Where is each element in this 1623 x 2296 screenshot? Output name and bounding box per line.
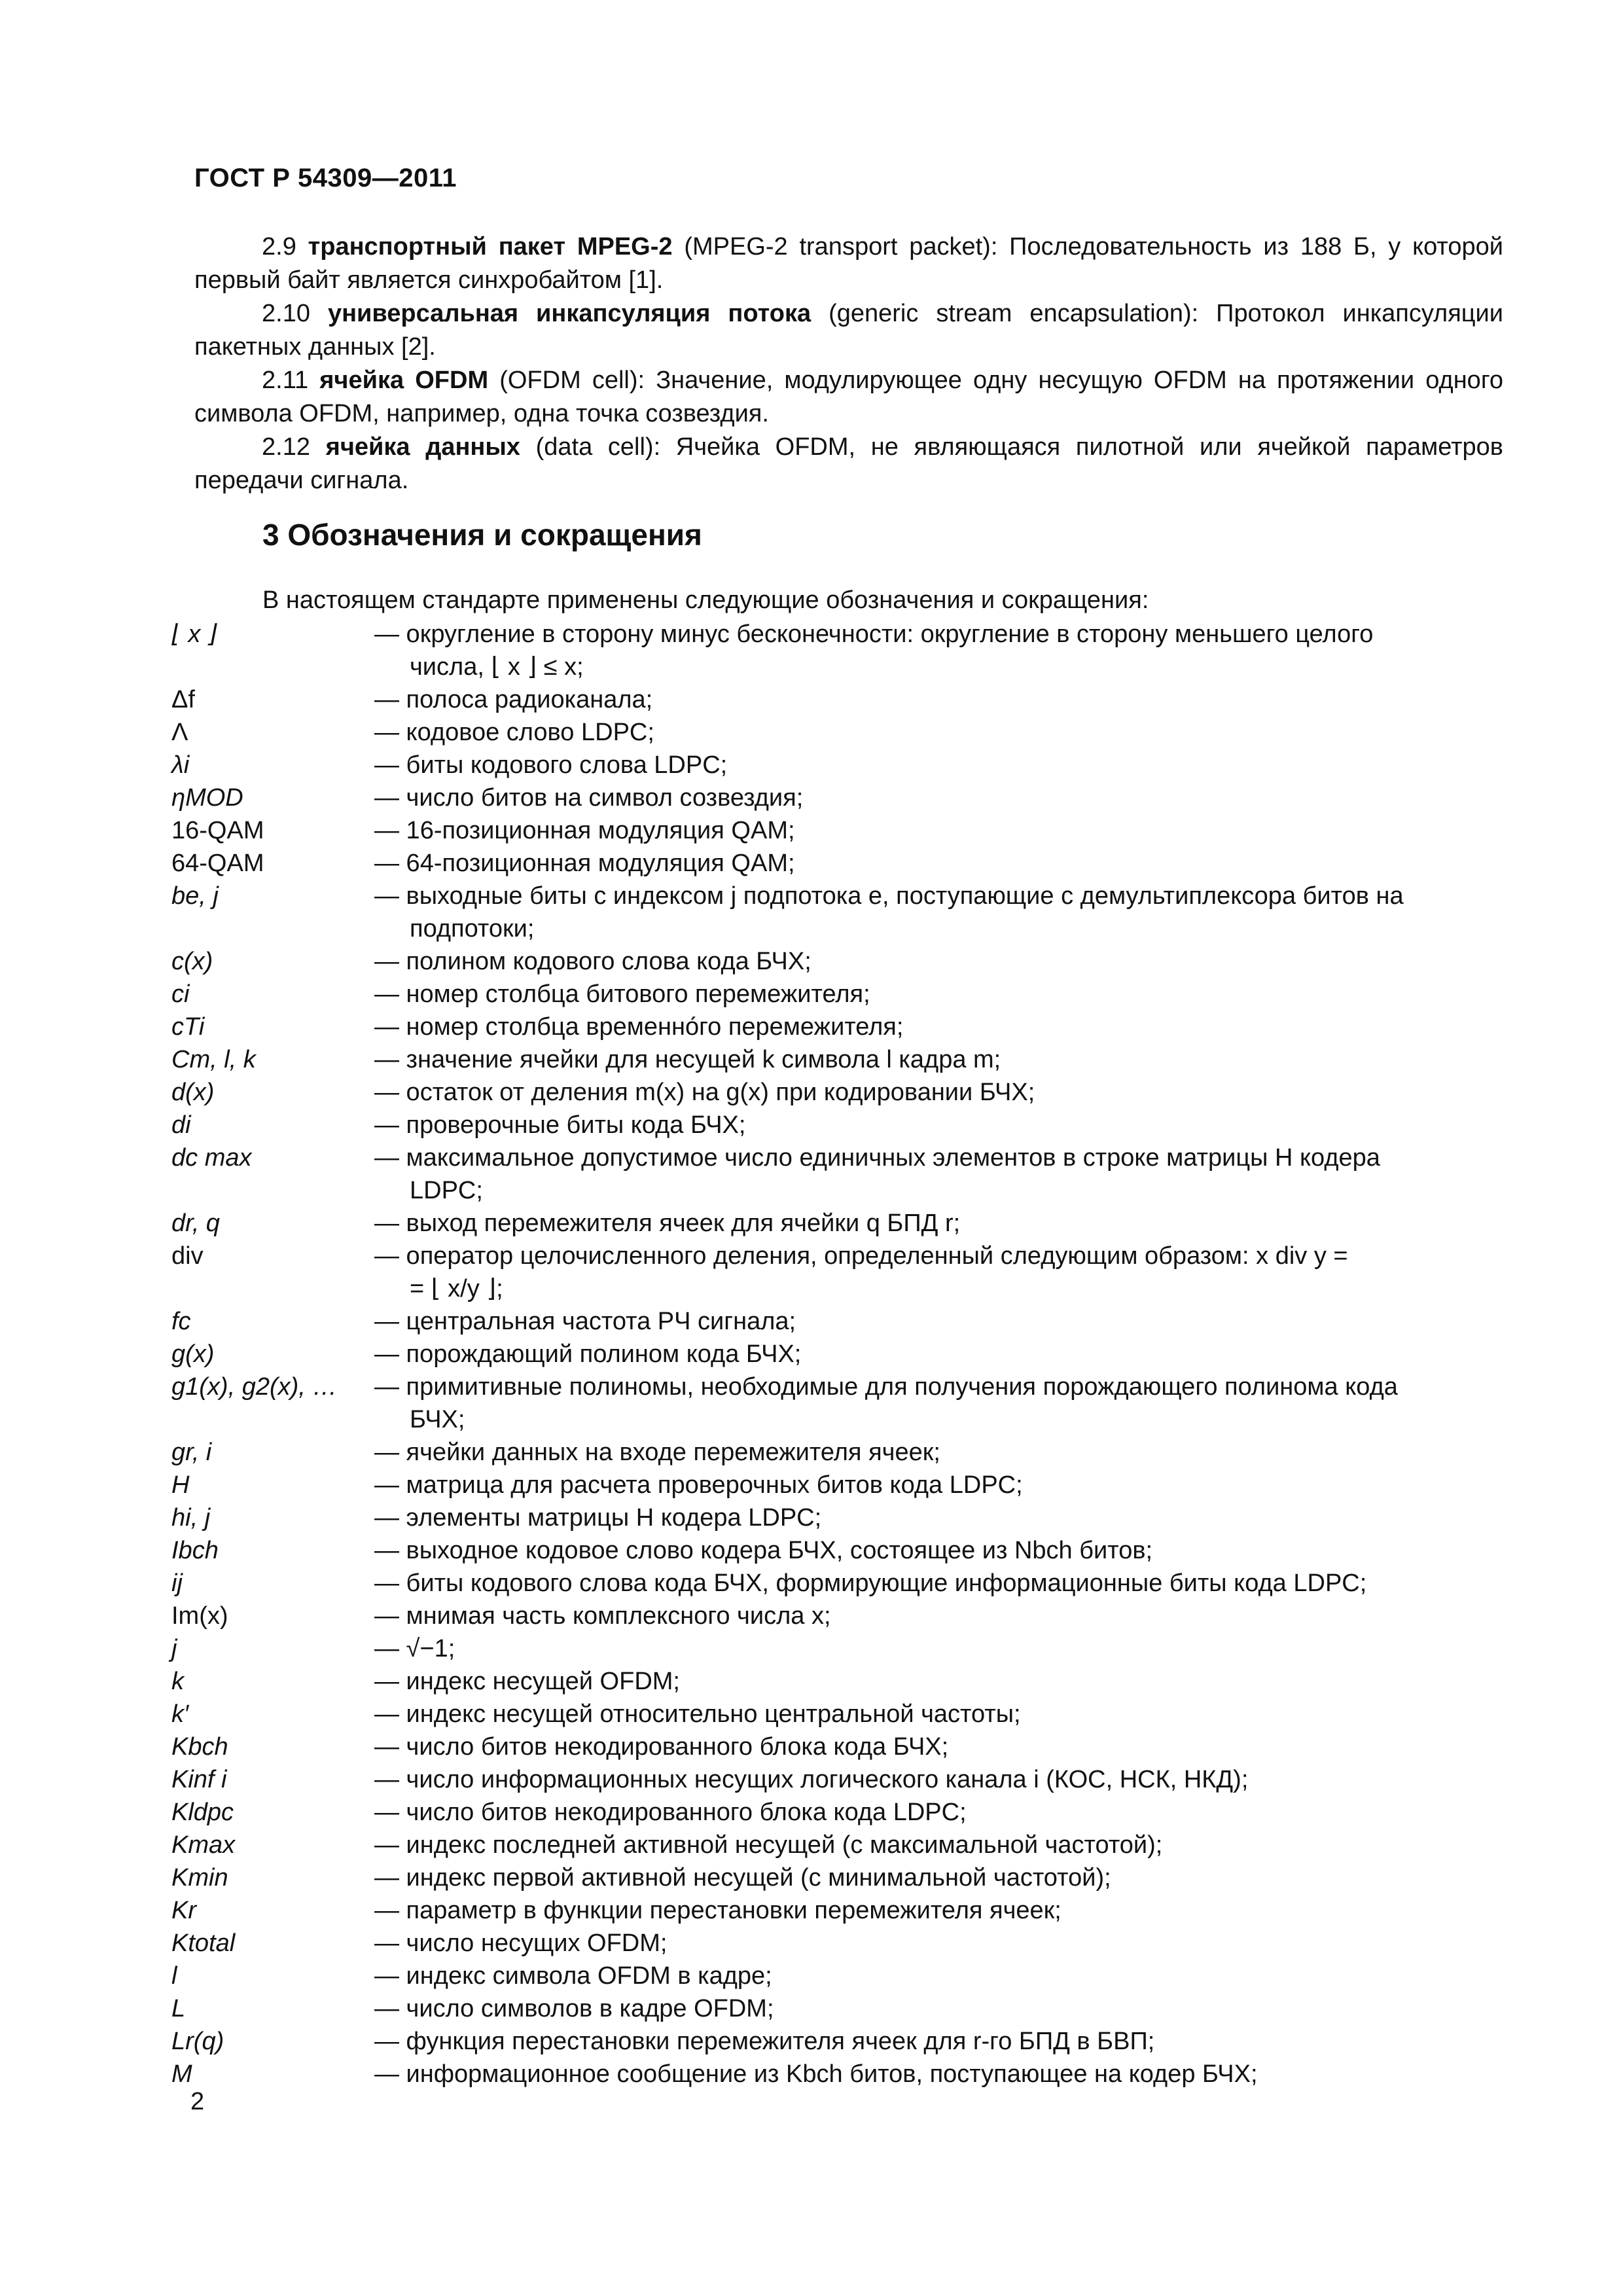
symbol-term: ij xyxy=(171,1570,183,1597)
symbol-term: Im(x) xyxy=(171,1602,228,1630)
symbol-row xyxy=(171,1469,1507,1501)
symbol-term: dr, q xyxy=(171,1210,220,1237)
symbol-description-text: — центральная частота РЧ сигнала; xyxy=(374,1308,796,1335)
symbol-term: k′ xyxy=(171,1700,189,1728)
symbol-term: Ktotal xyxy=(171,1929,236,1957)
symbol-row xyxy=(171,1043,1507,1076)
symbol-description-text: — параметр в функции перестановки перемежителя ячеек; xyxy=(374,1897,1061,1924)
symbol-description xyxy=(374,749,1507,781)
symbol-row xyxy=(171,1600,1507,1632)
symbol-description-text: — число несущих OFDM; xyxy=(374,1929,668,1957)
symbol-description-text: — 64-позиционная модуляция QAM; xyxy=(374,850,795,877)
symbol-row xyxy=(171,1829,1507,1861)
symbol-description-text: — округление в сторону минус бесконечности: округление в сторону меньшего целого xyxy=(374,620,1374,648)
symbol-description-text: — проверочные биты кода БЧХ; xyxy=(374,1111,746,1139)
symbol-description xyxy=(374,847,1507,880)
symbol-row xyxy=(171,1698,1507,1731)
symbol-row xyxy=(171,945,1507,978)
symbol-row xyxy=(171,1665,1507,1698)
symbol-row xyxy=(171,847,1507,880)
symbol-row xyxy=(171,749,1507,781)
symbol-description xyxy=(374,1665,1507,1698)
symbol-description xyxy=(374,1731,1507,1763)
symbol-description-text: — число информационных несущих логического канала i (КОС, НСК, НКД); xyxy=(374,1766,1249,1793)
symbol-description-text: — выходные биты с индексом j подпотока e, поступающие с демультиплексора битов на xyxy=(374,882,1404,910)
symbol-description xyxy=(374,1698,1507,1731)
symbol-term: Δf xyxy=(171,686,195,713)
symbol-description-text: — матрица для расчета проверочных битов кода LDPC; xyxy=(374,1471,1023,1499)
symbol-term: 64-QAM xyxy=(171,850,264,877)
symbol-description-text: — биты кодового слова LDPC; xyxy=(374,751,728,779)
symbol-term: fc xyxy=(171,1308,191,1335)
symbol-description xyxy=(374,814,1507,847)
symbol-description-text: — функция перестановки перемежителя ячеек для r-го БПД в БВП; xyxy=(374,2028,1155,2055)
document-header: ГОСТ Р 54309—2011 xyxy=(194,164,457,192)
symbol-row xyxy=(171,1632,1507,1665)
symbol-description-text: — мнимая часть комплексного числа x; xyxy=(374,1602,831,1630)
symbol-term: Lr(q) xyxy=(171,2028,224,2055)
symbol-row xyxy=(171,1731,1507,1763)
symbol-term: Λ xyxy=(171,719,188,746)
symbol-row xyxy=(171,1960,1507,1992)
symbol-description-text: — индекс символа OFDM в кадре; xyxy=(374,1962,772,1990)
definition-text: Последовательность из 188 Б, у которой первый байт является синхробайтом [1]. xyxy=(194,233,1504,294)
symbol-description xyxy=(374,781,1507,814)
symbol-description xyxy=(374,1600,1507,1632)
symbol-description xyxy=(374,1338,1507,1371)
symbol-description-text: — индекс первой активной несущей (с минимальной частотой); xyxy=(374,1864,1111,1892)
symbol-description xyxy=(374,1469,1507,1501)
symbol-row xyxy=(171,1763,1507,1796)
symbol-term: ηMOD xyxy=(171,784,243,812)
symbol-term: j xyxy=(171,1635,177,1662)
symbol-description xyxy=(374,1436,1507,1469)
definition-term: ячейка OFDM xyxy=(319,367,489,394)
symbol-row xyxy=(171,1534,1507,1567)
symbol-description-text: — информационное сообщение из Kbch битов, поступающее на кодер БЧХ; xyxy=(374,2060,1258,2088)
symbol-term: k xyxy=(171,1668,184,1695)
symbol-description xyxy=(374,1992,1507,2025)
symbol-description xyxy=(374,1960,1507,1992)
symbol-description xyxy=(374,618,1507,683)
symbol-description xyxy=(374,2058,1507,2090)
definition-text: Ячейка OFDM, не являющаяся пилотной или ячейкой параметров передачи сигнала. xyxy=(194,433,1503,494)
symbol-term: Kmin xyxy=(171,1864,228,1892)
definition-number: 2.9 xyxy=(262,233,296,260)
symbol-description-text: — индекс несущей относительно центральной частоты; xyxy=(374,1700,1021,1728)
symbol-description-continuation: = ⌊ x/y ⌋; xyxy=(410,1275,503,1302)
symbol-term: div xyxy=(171,1242,204,1270)
symbol-term: Kbch xyxy=(171,1733,228,1761)
symbol-row xyxy=(171,1371,1507,1436)
symbol-description xyxy=(374,1763,1507,1796)
symbol-description-text: — выходное кодовое слово кодера БЧХ, состоящее из Nbch битов; xyxy=(374,1537,1153,1564)
symbol-description-text: — остаток от деления m(x) на g(x) при кодировании БЧХ; xyxy=(374,1079,1035,1106)
symbol-row xyxy=(171,1861,1507,1894)
definition-term-en: (MPEG-2 transport packet): xyxy=(684,233,998,260)
symbol-description-text: — примитивные полиномы, необходимые для получения порождающего полинома кода xyxy=(374,1373,1398,1401)
symbol-term: M xyxy=(171,2060,192,2088)
symbol-description xyxy=(374,716,1507,749)
symbol-row xyxy=(171,1076,1507,1109)
symbol-description-text: — индекс последней активной несущей (с максимальной частотой); xyxy=(374,1831,1163,1859)
symbol-term: L xyxy=(171,1995,186,2022)
definition-text: Значение, модулирующее одну несущую OFDM на протяжении одного символа OFDM, например, одна точка созвездия. xyxy=(194,367,1503,427)
symbol-description xyxy=(374,1240,1507,1305)
symbol-description-text: — номер столбца битового перемежителя; xyxy=(374,980,870,1008)
symbol-description-text: — выход перемежителя ячеек для ячейки q БПД r; xyxy=(374,1210,961,1237)
symbol-description-text: — ячейки данных на входе перемежителя ячеек; xyxy=(374,1439,940,1466)
symbol-term: hi, j xyxy=(171,1504,211,1532)
symbol-description xyxy=(374,1011,1507,1043)
symbol-term: Cm, l, k xyxy=(171,1046,256,1073)
symbol-term: gr, i xyxy=(171,1439,212,1466)
symbol-description xyxy=(374,1567,1507,1600)
symbol-row xyxy=(171,2025,1507,2058)
symbol-row xyxy=(171,716,1507,749)
symbol-term: H xyxy=(171,1471,190,1499)
symbol-description xyxy=(374,1927,1507,1960)
symbol-description xyxy=(374,1894,1507,1927)
section-title: 3 Обозначения и сокращения xyxy=(262,518,702,552)
symbol-term: λi xyxy=(171,751,190,779)
symbol-term: Ibch xyxy=(171,1537,219,1564)
symbol-description-text: — порождающий полином кода БЧХ; xyxy=(374,1340,802,1368)
symbol-term: Kr xyxy=(171,1897,196,1924)
symbol-description-text: — кодовое слово LDPC; xyxy=(374,719,654,746)
symbol-description-text: — номер столбца временно́го перемежителя; xyxy=(374,1013,904,1041)
symbol-description xyxy=(374,1534,1507,1567)
symbol-description-continuation: БЧХ; xyxy=(410,1406,465,1433)
symbol-description-text: — значение ячейки для несущей k символа l кадра m; xyxy=(374,1046,1001,1073)
symbol-description xyxy=(374,1501,1507,1534)
symbol-row xyxy=(171,618,1507,683)
symbol-description xyxy=(374,1829,1507,1861)
symbol-description-text: — полином кодового слова кода БЧХ; xyxy=(374,948,812,975)
symbol-row xyxy=(171,1240,1507,1305)
definitions-block xyxy=(194,230,1503,497)
symbol-description xyxy=(374,1141,1507,1207)
symbol-row xyxy=(171,880,1507,945)
symbol-description-text: — полоса радиоканала; xyxy=(374,686,653,713)
page-number: 2 xyxy=(190,2088,205,2115)
symbols-list xyxy=(171,618,1507,2090)
symbol-description-text: — число битов на символ созвездия; xyxy=(374,784,804,812)
symbol-description-continuation: LDPC; xyxy=(410,1177,483,1204)
definition-2-11 xyxy=(194,364,1503,431)
definition-term: ячейка данных xyxy=(325,433,520,461)
symbol-term: ⌊ x ⌋ xyxy=(171,620,217,648)
symbol-row xyxy=(171,781,1507,814)
symbol-term: g1(x), g2(x), … xyxy=(171,1373,338,1401)
symbol-term: dc max xyxy=(171,1144,252,1172)
symbol-description xyxy=(374,1796,1507,1829)
symbol-term: Kldpc xyxy=(171,1799,234,1826)
symbol-row xyxy=(171,978,1507,1011)
symbol-row xyxy=(171,1011,1507,1043)
symbol-term: ci xyxy=(171,980,190,1008)
symbol-description-text: — число битов некодированного блока кода БЧХ; xyxy=(374,1733,949,1761)
symbol-term: di xyxy=(171,1111,191,1139)
symbol-row xyxy=(171,1992,1507,2025)
symbol-term: Kinf i xyxy=(171,1766,227,1793)
section-intro: В настоящем стандарте применены следующие обозначения и сокращения: xyxy=(262,586,1149,614)
definition-2-12 xyxy=(194,431,1503,497)
symbol-description xyxy=(374,978,1507,1011)
symbol-description-text: — √−1; xyxy=(374,1635,455,1662)
definition-number: 2.12 xyxy=(262,433,310,461)
symbol-description-text: — биты кодового слова кода БЧХ, формирующие информационные биты кода LDPC; xyxy=(374,1570,1367,1597)
symbol-row xyxy=(171,1141,1507,1207)
definition-term-en: (OFDM cell): xyxy=(499,367,645,394)
symbol-row xyxy=(171,1207,1507,1240)
symbol-description xyxy=(374,1861,1507,1894)
symbol-description-continuation: числа, ⌊ x ⌋ ≤ x; xyxy=(410,653,584,681)
symbol-row xyxy=(171,1927,1507,1960)
definition-2-10 xyxy=(194,297,1503,364)
symbol-term: be, j xyxy=(171,882,219,910)
symbol-description-text: — оператор целочисленного деления, определенный следующим образом: x div y = xyxy=(374,1242,1348,1270)
symbol-description xyxy=(374,1371,1507,1436)
symbol-row xyxy=(171,1501,1507,1534)
symbol-row xyxy=(171,1894,1507,1927)
definition-text: Протокол инкапсуляции пакетных данных [2]. xyxy=(194,300,1504,361)
symbol-term: cTi xyxy=(171,1013,205,1041)
definition-2-9 xyxy=(194,230,1503,297)
symbol-description-text: — число символов в кадре OFDM; xyxy=(374,1995,774,2022)
symbol-row xyxy=(171,1796,1507,1829)
symbol-description xyxy=(374,683,1507,716)
symbol-description-text: — индекс несущей OFDM; xyxy=(374,1668,680,1695)
symbol-row xyxy=(171,1305,1507,1338)
symbol-description xyxy=(374,945,1507,978)
symbol-description-text: — элементы матрицы H кодера LDPC; xyxy=(374,1504,822,1532)
definition-number: 2.10 xyxy=(262,300,310,327)
symbol-term: Kmax xyxy=(171,1831,236,1859)
definition-term: транспортный пакет MPEG-2 xyxy=(308,233,673,260)
symbol-row xyxy=(171,1436,1507,1469)
symbol-description-continuation: подпотоки; xyxy=(410,915,535,942)
symbol-description xyxy=(374,1207,1507,1240)
definition-term: универсальная инкапсуляция потока xyxy=(327,300,812,327)
symbol-description xyxy=(374,1109,1507,1141)
symbol-description-text: — число битов некодированного блока кода LDPC; xyxy=(374,1799,967,1826)
symbol-description xyxy=(374,880,1507,945)
symbol-term: d(x) xyxy=(171,1079,215,1106)
symbol-description-text: — 16-позиционная модуляция QAM; xyxy=(374,817,795,844)
definition-number: 2.11 xyxy=(262,367,309,394)
definition-term-en: (data cell): xyxy=(535,433,661,461)
symbol-row xyxy=(171,814,1507,847)
symbol-row xyxy=(171,1567,1507,1600)
symbol-row xyxy=(171,683,1507,716)
symbol-description xyxy=(374,1043,1507,1076)
symbol-description xyxy=(374,2025,1507,2058)
symbol-row xyxy=(171,2058,1507,2090)
symbol-term: 16-QAM xyxy=(171,817,264,844)
symbol-term: c(x) xyxy=(171,948,213,975)
symbol-term: l xyxy=(171,1962,177,1990)
symbol-term: g(x) xyxy=(171,1340,215,1368)
definition-term-en: (generic stream encapsulation): xyxy=(829,300,1199,327)
symbol-description xyxy=(374,1076,1507,1109)
symbol-description-text: — максимальное допустимое число единичных элементов в строке матрицы H кодера xyxy=(374,1144,1380,1172)
symbol-row xyxy=(171,1338,1507,1371)
symbol-row xyxy=(171,1109,1507,1141)
symbol-description xyxy=(374,1305,1507,1338)
symbol-description xyxy=(374,1632,1507,1665)
